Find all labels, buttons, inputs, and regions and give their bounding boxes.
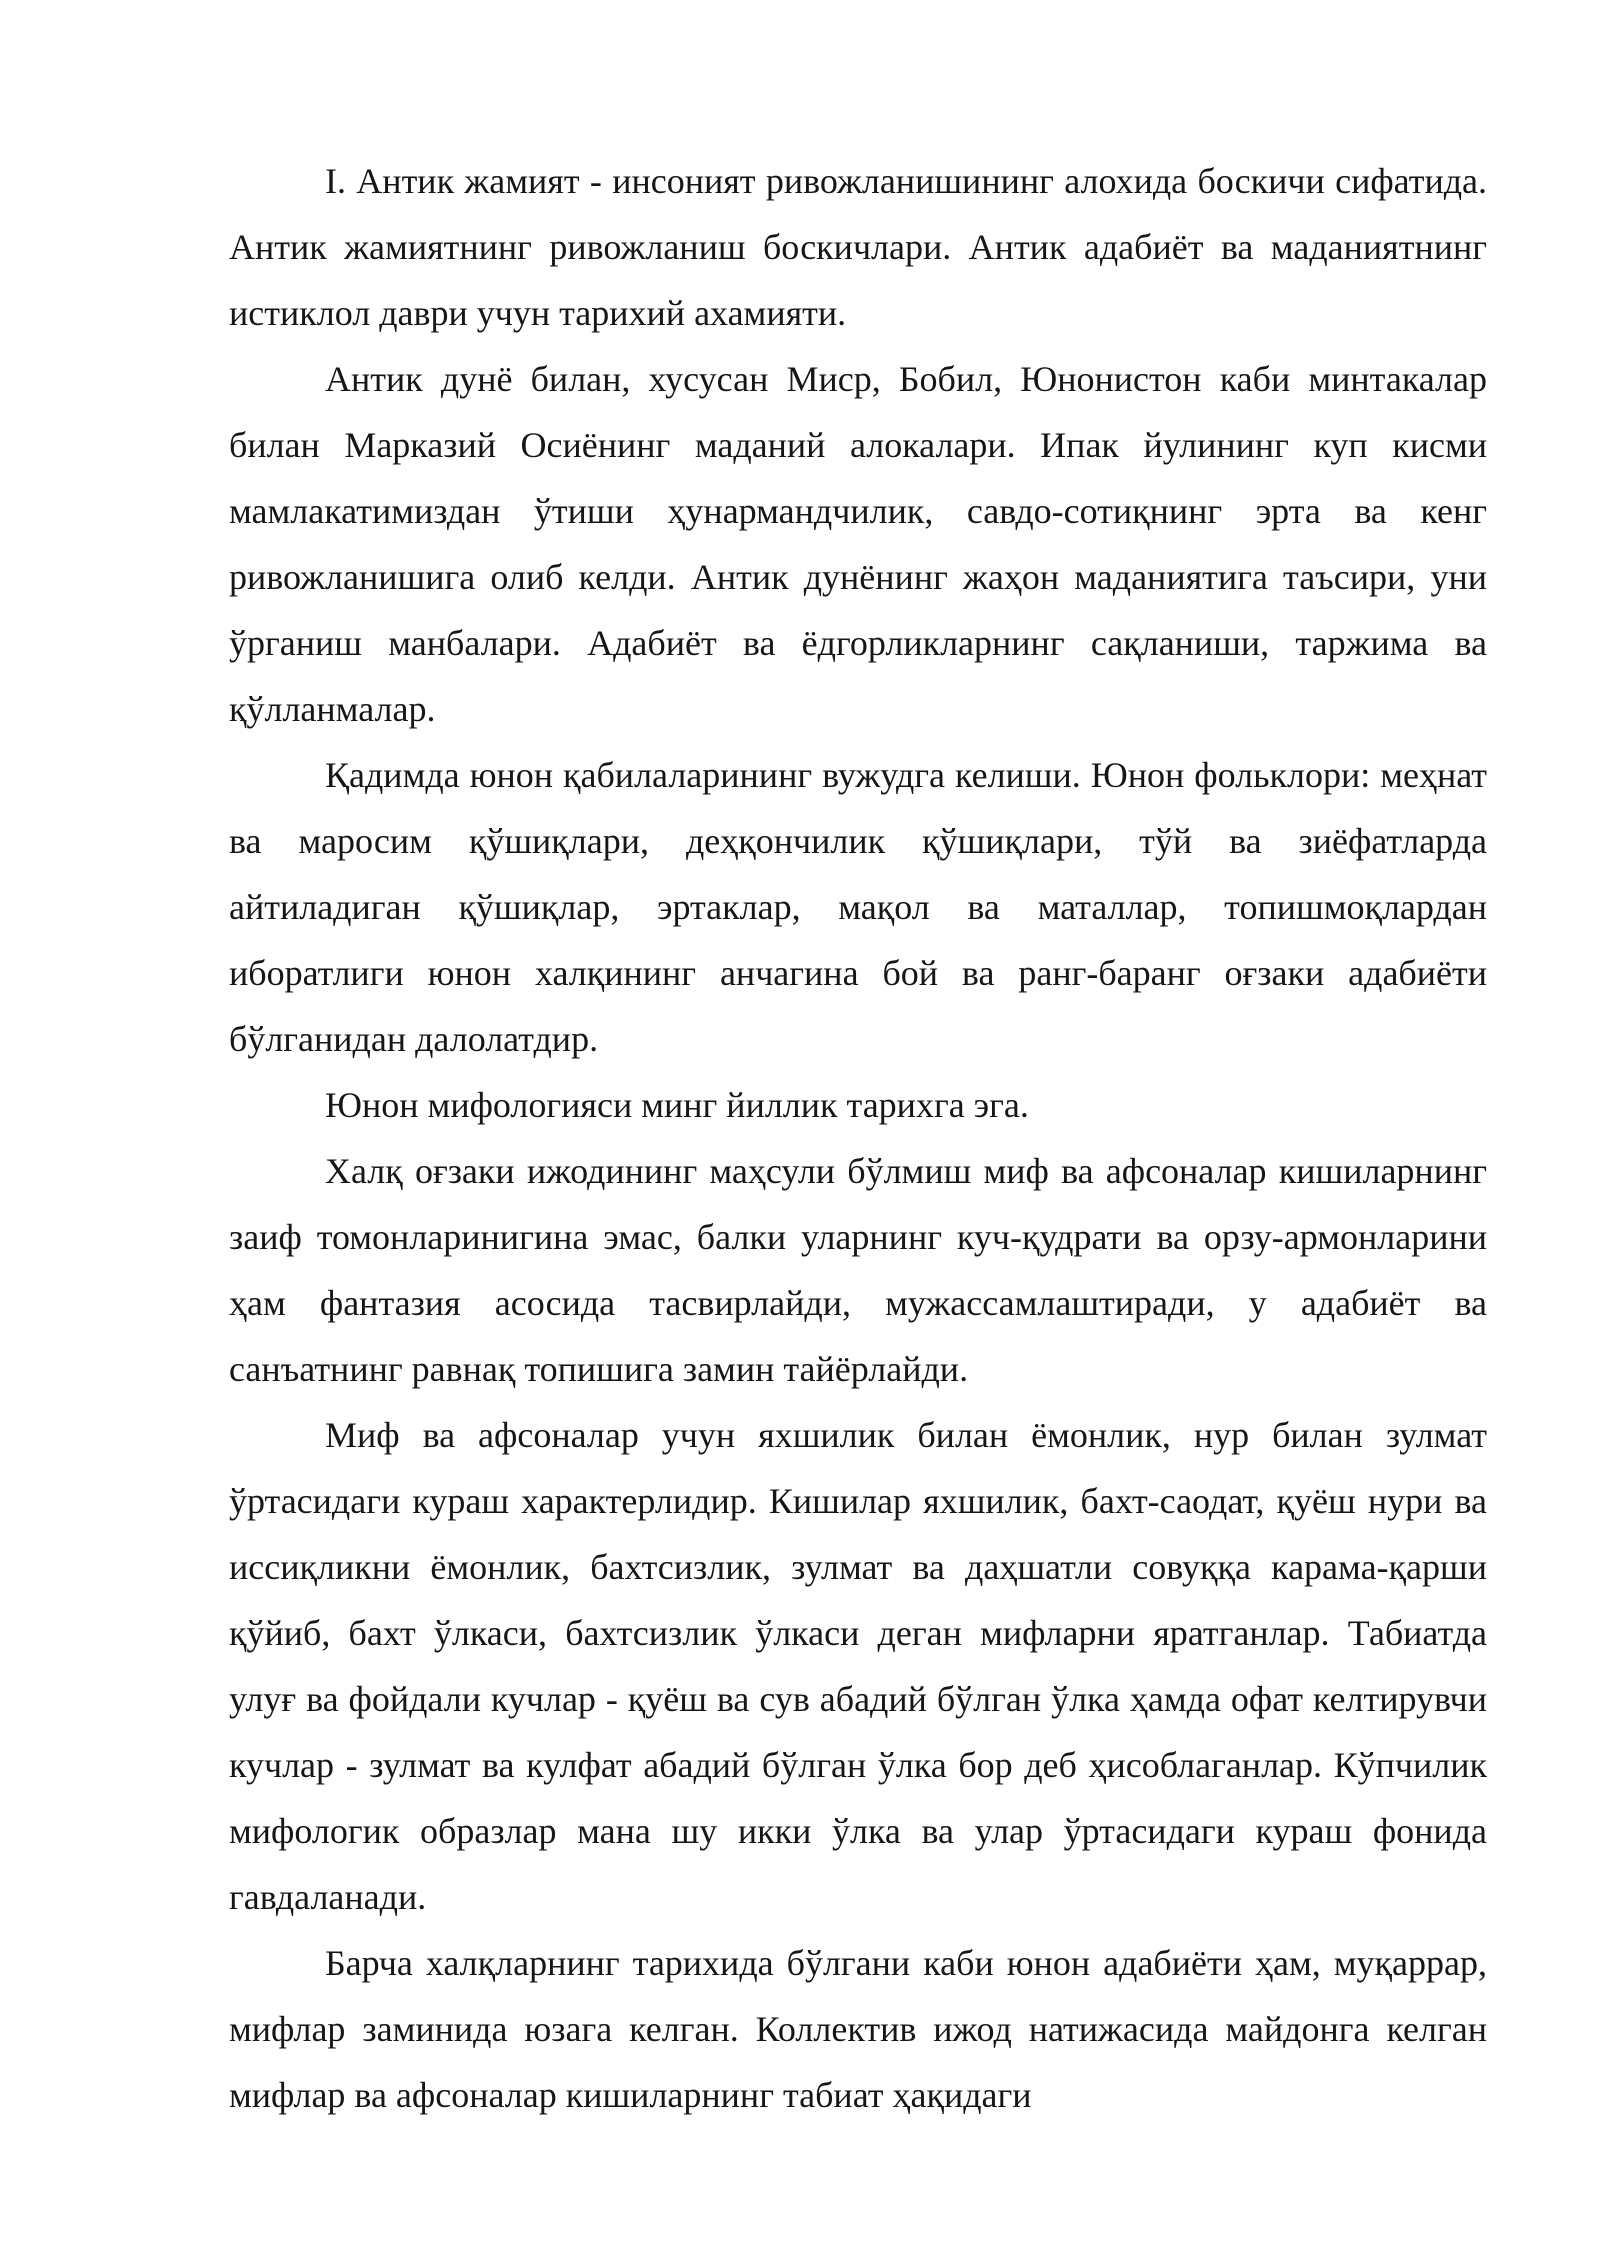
paragraph-5: Халқ оғзаки ижодининг маҳсули бўлмиш миф ва афсоналар кишиларнинг заиф томонларинигина эмас, балки уларнинг куч-қудрати ва орзу-армонларини ҳам фантазия асосида тасвирлайди, мужассамлаштиради, у адабиёт ва санъатнинг равнақ топишига замин тайёрлайди.	[229, 1151, 1487, 1389]
paragraph-1: I. Антик жамият - инсоният ривожланишининг алохида боскичи сифатида. Антик жамиятнинг ривожланиш боскичлари. Антик адабиёт ва маданиятнинг истиклол даври учун тарихий ахамияти.	[229, 161, 1487, 333]
paragraph-6: Миф ва афсоналар учун яхшилик билан ёмонлик, нур билан зулмат ўртасидаги кураш характерлидир. Кишилар яхшилик, бахт-саодат, қуёш нури ва иссиқликни ёмонлик, бахтсизлик, зулмат ва даҳшатли совуққа карама-қарши қўйиб, бахт ўлкаси, бахтсизлик ўлкаси деган мифларни яратганлар. Табиатда улуғ ва фойдали кучлар - қуёш ва сув абадий бўлган ўлка ҳамда офат келтирувчи кучлар - зулмат ва кулфат абадий бўлган ўлка бор деб ҳисоблаганлар. Кўпчилик мифологик образлар мана шу икки ўлка ва улар ўртасидаги кураш фонида гавдаланади.	[229, 1415, 1487, 1917]
paragraph-3: Қадимда юнон қабилаларининг вужудга келиши. Юнон фольклори: меҳнат ва маросим қўшиқлари, деҳқончилик қўшиқлари, тўй ва зиёфатларда айтиладиган қўшиқлар, эртаклар, мақол ва маталлар, топишмоқлардан иборатлиги юнон халқининг анчагина бой ва ранг-баранг оғзаки адабиёти бўлганидан далолатдир.	[229, 755, 1487, 1059]
paragraph-2: Антик дунё билан, хусусан Миср, Бобил, Юнонистон каби минтакалар билан Марказий Осиёнинг маданий алокалари. Ипак йулининг куп кисми мамлакатимиздан ўтиши ҳунармандчилик, савдо-сотиқнинг эрта ва кенг ривожланишига олиб келди. Антик дунёнинг жаҳон маданиятига таъсири, уни ўрганиш манбалари. Адабиёт ва ёдгорликларнинг сақланиши, таржима ва қўлланмалар.	[229, 359, 1487, 729]
paragraph-4: Юнон мифологияси минг йиллик тарихга эга.	[325, 1085, 1029, 1125]
paragraph-7: Барча халқларнинг тарихида бўлгани каби юнон адабиёти ҳам, муқаррар, мифлар заминида юзага келган. Коллектив ижод натижасида майдонга келган мифлар ва афсоналар кишиларнинг табиат ҳақидаги	[229, 1943, 1487, 2115]
document-body	[229, 148, 1487, 2128]
